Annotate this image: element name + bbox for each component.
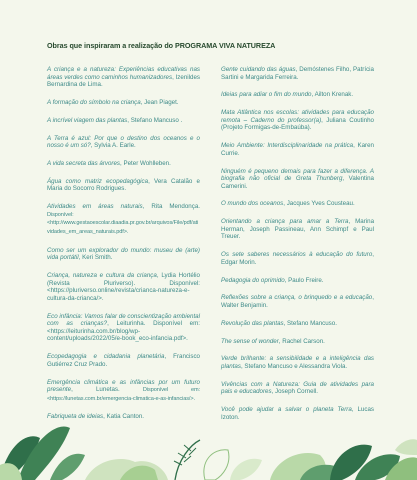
leaf-shape xyxy=(175,440,200,480)
reference-item: Orientando a criança para amar a Terra, Marina Herman, Joseph Passineau, Ann Schimpf e Paul Treuer. xyxy=(221,218,375,241)
reference-item: Fabriqueta de ideias, Katia Canton. xyxy=(47,413,145,421)
reference-item: O mundo dos oceanos, Jacques Yves Cousteau. xyxy=(221,200,355,208)
reference-item: Você pode ajudar a salvar o planeta Terra, Lucas Izoton. xyxy=(221,406,374,421)
reference-item: Ninguém é pequeno demais para fazer a diferença. A biografia não oficial de Greta Thunberg, Valentina Camerini. xyxy=(221,167,375,190)
reference-link[interactable]: Disponível:<http://www.gestaoescolar.diaadia.pr.gov.br/arquivos/File/pdf/atividades_em_areas_naturais.pdf>. xyxy=(47,211,199,235)
reference-item: Eco infância: Vamos falar de conscientização ambiental com as crianças?, Leiturinha. Disponível em: <https://leiturinha.com.br/blog/wp-content/uploads/2022/05/e-book_eco-infancia.pdf>. xyxy=(47,312,200,343)
reference-item: A incrível viagem das plantas, Stefano Mancuso . xyxy=(47,116,183,124)
reference-item: Como ser um explorador do mundo: museu de (arte) vida portátil, Keri Smith. xyxy=(47,246,200,262)
reference-item: Ideias para adiar o fim do mundo, Ailton Krenak. xyxy=(221,91,354,99)
reference-item: Ecopedagogia e cidadania planetária, Francisco Gutiérrez Cruz Prado. xyxy=(47,353,200,368)
leaf-shape xyxy=(50,454,85,480)
reference-item: A formação do símbolo na criança, Jean Piaget. xyxy=(47,98,179,106)
reference-item: Pedagogia do oprimido, Paulo Freire. xyxy=(221,276,324,284)
reference-item: The sense of wonder, Rachel Carson. xyxy=(221,337,325,345)
reference-item: Os sete saberes necessários à educação do futuro, Edgar Morin. xyxy=(221,251,374,266)
reference-item: Atividades em áreas naturais, Rita Mendonça. Disponível:<http://www.gestaoescolar.diaadia.pr.gov.br/arquivos/File/pdf/atividades_em_areas_naturais.pdf>. xyxy=(47,203,200,235)
reference-item: Água como matriz ecopedagógica, Vera Catalão e Maria do Socorro Rodrigues. xyxy=(47,177,200,193)
references-right-column xyxy=(221,66,374,431)
reference-item: A Terra é azul: Por que o destino dos oceanos e o nosso é um só?, Sylvia A. Earle. xyxy=(47,134,200,150)
reference-item: A vida secreta das árvores, Peter Wohlleben. xyxy=(47,159,171,167)
reference-item: Revolução das plantas, Stefano Mancuso. xyxy=(221,319,337,327)
reference-link[interactable]: Disponível em: <https://lunetas.com.br/emergencia-climatica-e-as-infancias/>. xyxy=(47,387,200,402)
reference-item: Meio Ambiente: Interdisciplinaridade na prática, Karen Currie. xyxy=(221,142,375,157)
reference-item: Gente cuidando das águas, Demóstenes Filho, Patrícia Sartini e Margarida Ferreira. xyxy=(221,66,374,81)
leaf-shape xyxy=(395,439,417,455)
leaf-shape xyxy=(230,459,262,480)
references-left-column xyxy=(47,66,200,431)
page-heading: Obras que inspiraram a realização do PROGRAMA VIVA NATUREZA xyxy=(47,41,276,50)
reference-item: A criança e a natureza: Experiências educativas nas áreas verdes como caminhos humanizadores, Izenildes Bernardina de Lima. xyxy=(47,66,201,89)
reference-item: Reflexões sobre a criança, o brinquedo e a educação, Walter Benjamin. xyxy=(221,294,374,309)
reference-item: Mata Atlântica nos escolas: atividades para educação remota – Caderno do professor(a), Juliana Coutinho (Projeto Formigas-de-Embaúba). xyxy=(221,109,374,132)
reference-item: Verde brilhante: a sensibilidade e a inteligência das plantas, Stefano Mancuso e Alessandra Viola. xyxy=(221,355,374,370)
reference-item: Criança, natureza e cultura da criança, Lydia Hortélio (Revista Pluriverso). Disponível: <https://pluriverso.online/revista/crianca-natureza-e-cultura-da-crianca/>. xyxy=(47,272,200,302)
reference-item: Vivências com a Natureza: Guia de atividades para pais e educadores, Joseph Cornell. xyxy=(221,380,374,396)
reference-item: Emergência climática e as infâncias por um futuro presente, Lunetas. Disponível em: <https://lunetas.com.br/emergencia-climatica-e-as-infancias/>. xyxy=(47,378,200,402)
foliage-illustration xyxy=(0,410,417,480)
leaf-shape xyxy=(204,450,229,480)
